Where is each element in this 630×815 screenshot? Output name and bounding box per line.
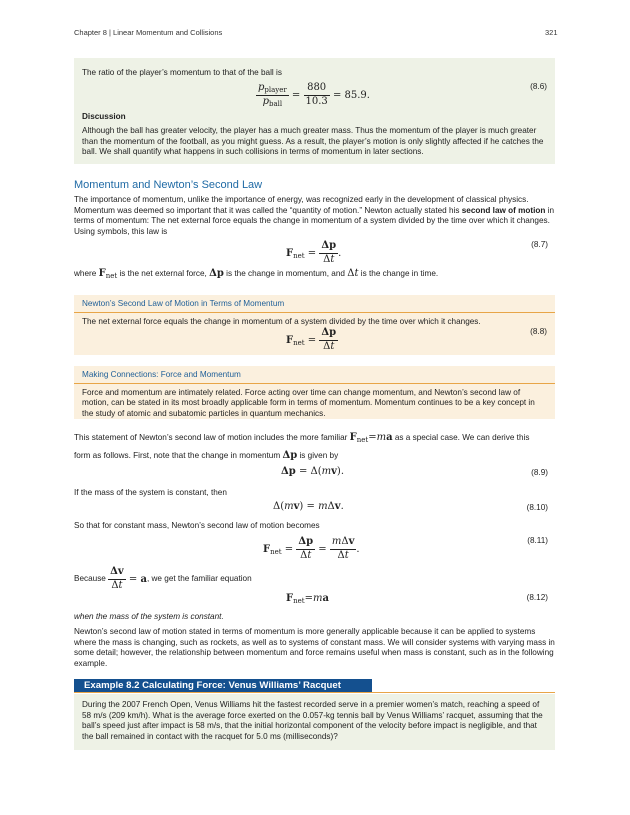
page-number: 321 <box>545 28 558 37</box>
where-line: where $F_{net}$ is the net external force, Δp is the change in momentum, and Δt is the change in time. <box>74 268 439 280</box>
equation-number: (8.8) <box>530 327 547 336</box>
equation-8-11: $F_{net}$ = $\frac{\Delta p}{\Delta t}$ = $\frac{\text{mΔv}}{\Delta t}$ . <box>263 536 360 561</box>
equation-number: (8.10) <box>526 503 548 512</box>
ratio-intro: The ratio of the player’s momentum to that of the ball is <box>82 68 282 77</box>
box-body: The net external force equals the change in momentum of a system divided by the time over which it changes. <box>82 316 481 326</box>
section-title: Momentum and Newton’s Second Law <box>74 179 263 191</box>
example-box <box>74 694 555 750</box>
equation-8-6: $\frac{p_{player}}{p_{ball}}$ = $\frac{880}{10.3}$ = 85.9. <box>258 82 370 108</box>
derivation-line-2: form as follows. First, note that the change in momentum Δp is given by <box>74 450 339 461</box>
when-constant-text: when the mass of the system is constant. <box>74 612 224 621</box>
equation-number: (8.7) <box>531 240 548 249</box>
equation-number: (8.11) <box>527 536 548 545</box>
example-title-bar <box>74 679 555 693</box>
equation-number: (8.12) <box>526 593 548 602</box>
running-header: Chapter 8 | Linear Momentum and Collisions <box>74 28 223 37</box>
newton-law-box <box>74 295 555 355</box>
closing-paragraph: Newton’s second law of motion stated in terms of momentum is more generally applicable because it can be applied to systems where the mass is changing, such as rockets, as well as to systems of constant mass. We will consider systems with varying mass in some detail; however, the relationship between momentum and force remains useful when mass is constant, such as in the following example. <box>74 627 555 668</box>
equation-8-12: $F_{net}=ma$ <box>286 593 329 605</box>
example-title: Example 8.2 Calculating Force: Venus Williams’ Racquet <box>74 679 372 692</box>
derivation-line-1: This statement of Newton’s second law of motion includes the more familiar $F_{net}=ma$ as a special case. We can derive this <box>74 432 530 444</box>
mass-constant-text: If the mass of the system is constant, then <box>74 488 227 497</box>
equation-8-8: $F_{net}$ = $\frac{\Delta p}{\Delta t}$ <box>286 327 337 352</box>
box-title: Newton’s Second Law of Motion in Terms of Momentum <box>74 295 555 313</box>
section-paragraph: The importance of momentum, unlike the importance of energy, was recognized early in the development of classical physics. Momentum was deemed so important that it was called the “quantity of motion.” Newton actually stated his second law of motion in terms of momentum: The net external force equals the change in momentum of a system divided by the time over which it changes. Using symbols, this law is <box>74 195 555 236</box>
equation-number: (8.9) <box>531 468 548 477</box>
connections-box <box>74 366 555 419</box>
equation-8-9: Δp = Δ(mv). <box>281 466 345 477</box>
equation-number: (8.6) <box>530 82 547 91</box>
example-body: During the 2007 French Open, Venus Williams hit the fastest recorded serve in a premier women’s match, reaching a speed of 58 m/s (209 km/h). What is the average force exerted on the 0.057-kg tennis ball by Venus Williams’ racquet, assuming that the ball’s speed just after impact is 58 m/s, that the initial horizontal component of the velocity before impact is negligible, and that the ball remained in contact with the racquet for 5.0 ms (milliseconds)? <box>82 700 543 741</box>
discussion-text: Although the ball has greater velocity, the player has a much greater mass. Thus the momentum of the player is much greater than the momentum of the football, as you might guess. As a result, the player’s motion is only slightly affected if he catches the ball. We shall quantify what happens in such collisions in terms of momentum in later sections. <box>82 126 544 156</box>
discussion-heading: Discussion <box>82 112 126 121</box>
because-line: Because $\frac{\Delta v}{\Delta t}$ = a, we get the familiar equation <box>74 566 252 591</box>
equation-8-7: $F_{net}$ = $\frac{\Delta p}{\Delta t}$ . <box>286 240 342 265</box>
box-title: Making Connections: Force and Momentum <box>74 366 555 384</box>
equation-8-10: Δ(mv) = mΔv. <box>273 501 344 512</box>
box-body: Force and momentum are intimately related. Force acting over time can change momentum, and Newton’s second law of motion, can be stated in its most broadly applicable form in terms of momentum. Momentum continues to be a key concept in the study of atomic and subatomic particles in quantum mechanics. <box>82 387 535 418</box>
so-that-text: So that for constant mass, Newton’s second law of motion becomes <box>74 521 320 530</box>
solution-box <box>74 58 555 164</box>
